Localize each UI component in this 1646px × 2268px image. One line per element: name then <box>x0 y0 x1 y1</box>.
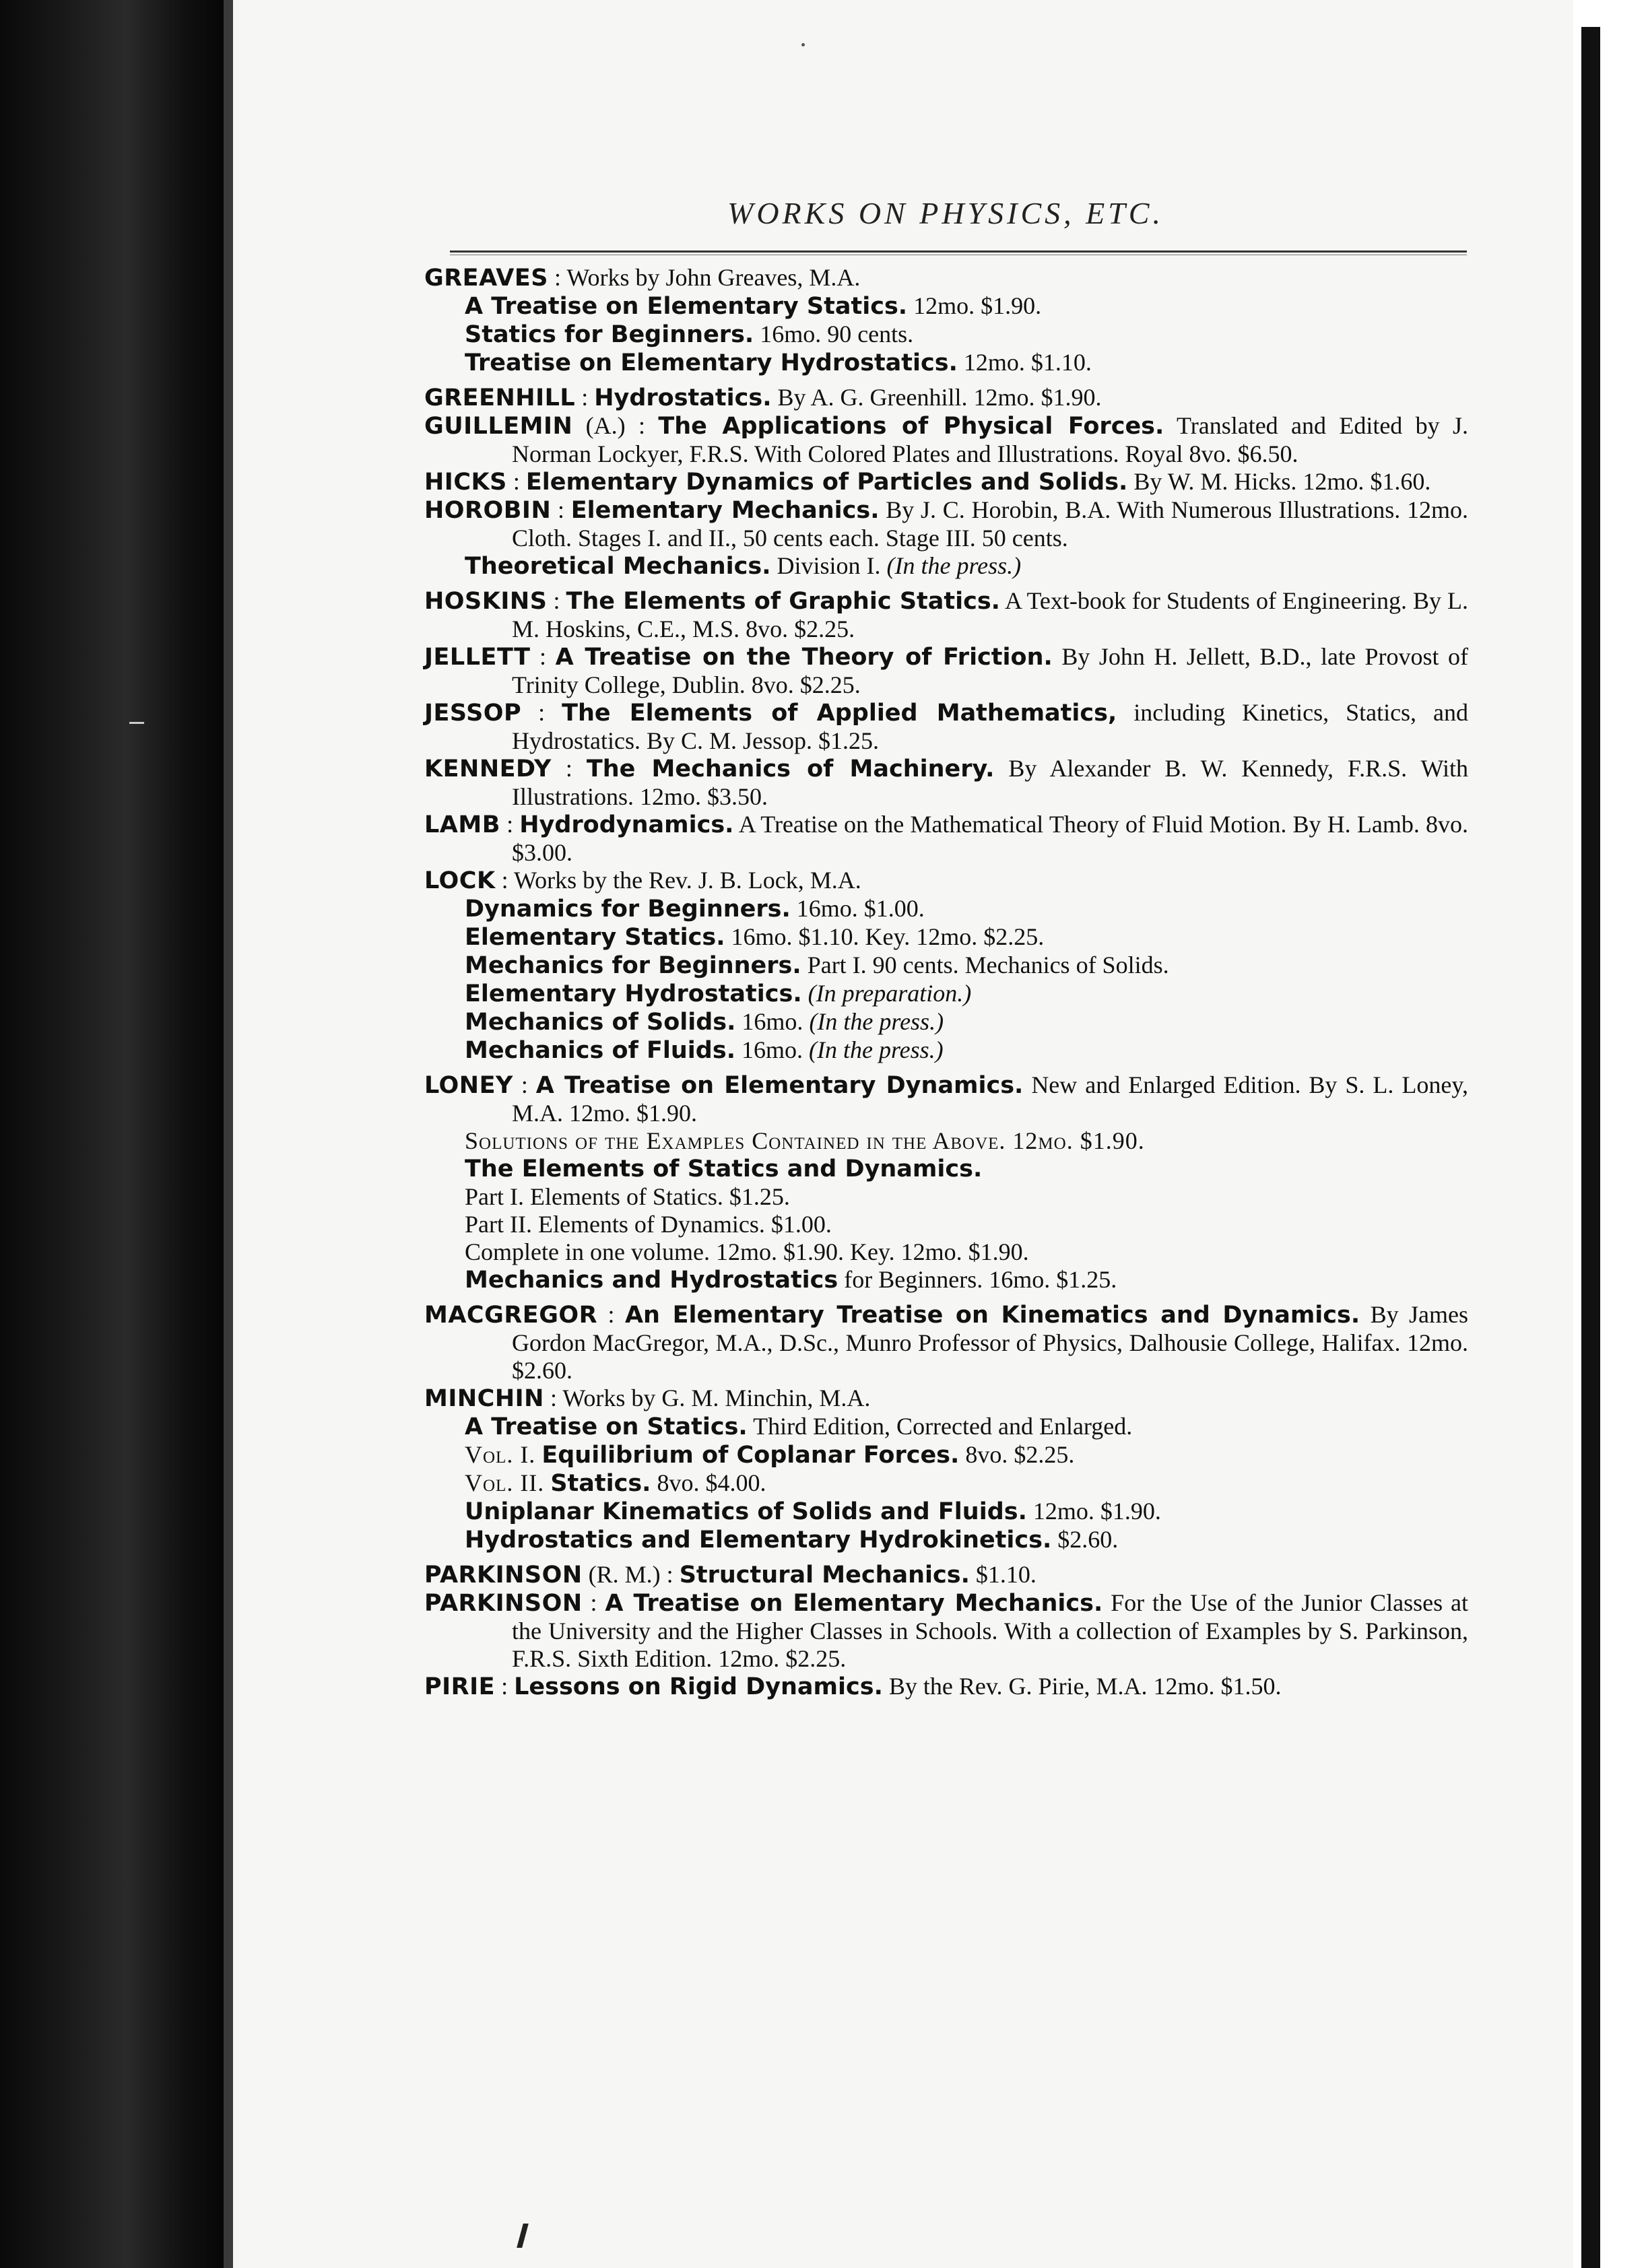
sub-prefix: Vol. II. <box>465 1469 545 1496</box>
catalog-entry: JELLETT : A Treatise on the Theory of Friction. By John H. Jellett, B.D., late Provost of Trinity College, Dublin. 8vo. $2.25. <box>424 643 1468 698</box>
sub-rest: 8vo. $4.00. <box>657 1469 766 1496</box>
entry-title: Hydrodynamics. <box>519 811 734 838</box>
sub-rest: $2.60. <box>1057 1526 1119 1553</box>
entry-rest: By the Rev. G. Pirie, M.A. 12mo. $1.50. <box>888 1673 1282 1700</box>
catalog-entry: HOSKINS : The Elements of Graphic Statics. A Text-book for Students of Engineering. By L. M. Hoskins, C.E., M.S. 8vo. $2.25. <box>424 587 1469 642</box>
sub-title: Elementary Hydrostatics. <box>465 980 802 1007</box>
sub-rest: 16mo. $1.10. Key. 12mo. $2.25. <box>731 923 1045 950</box>
entry-author: HICKS <box>424 469 507 496</box>
catalog-entry: MINCHIN : Works by G. M. Minchin, M.A. A Treatise on Statics. Third Edition, Corrected and Enlarged. Vol. I. Equilibrium of Coplanar Forces. 8vo. $2.25. Vol. II. Statics. 8vo. $4.00. Uniplanar Kinematics of Solids and Fluids. 12mo. $1.90. Hydrostatics and Elementary Hydrokinetics. $2.60. <box>424 1385 1161 1554</box>
speck-mark <box>801 43 805 46</box>
left-page-edge <box>224 0 233 2268</box>
sub-rest: 16mo. <box>742 1008 803 1035</box>
catalog-entry: LAMB : Hydrodynamics. A Treatise on the Mathematical Theory of Fluid Motion. By H. Lamb. 8vo. $3.00. <box>424 811 1469 866</box>
sub-rest: for Beginners. 16mo. $1.25. <box>844 1266 1117 1293</box>
sub-title: Treatise on Elementary Hydrostatics. <box>465 349 958 376</box>
entry-author: HOSKINS <box>424 588 548 615</box>
entry-author: KENNEDY <box>424 756 552 782</box>
catalog-entry: MACGREGOR : An Elementary Treatise on Kinematics and Dynamics. By James Gordon MacGregor, M.A., D.Sc., Munro Professor of Physics, Dalhousie College, Halifax. 12mo. $2.60. <box>424 1301 1468 1384</box>
entry-rest: By John H. Jellett, B.D., late Provost of Trinity College, Dublin. 8vo. $2.25. <box>512 643 1468 698</box>
entry-author-note: (R. M.) <box>588 1561 661 1588</box>
catalog-entry: HOROBIN : Elementary Mechanics. By J. C. Horobin, B.A. With Numerous Illustrations. 12mo. Cloth. Stages I. and II., 50 cents each. Stage III. 50 cents. Theoretical Mechanics. Division I. (In the press.) <box>424 496 1468 580</box>
entry-author: JESSOP <box>424 700 522 727</box>
sub-title: Hydrostatics and Elementary Hydrokinetics. <box>465 1527 1052 1554</box>
sub-rest: Third Edition, Corrected and Enlarged. <box>753 1413 1133 1440</box>
sub-rest: Part I. 90 cents. Mechanics of Solids. <box>807 952 1169 978</box>
entry-rest: By James Gordon MacGregor, M.A., D.Sc., Munro Professor of Physics, Dalhousie College, Halifax. 12mo. $2.60. <box>512 1301 1468 1384</box>
sub-line: Part II. Elements of Dynamics. $1.00. <box>465 1211 832 1238</box>
entry-rest: $1.10. <box>975 1561 1036 1588</box>
sub-rest: 16mo. <box>742 1036 803 1063</box>
catalog-entry: PARKINSON (R. M.) : Structural Mechanics. $1.10. <box>424 1561 1036 1589</box>
entry-rest: By W. M. Hicks. 12mo. $1.60. <box>1133 468 1431 495</box>
sub-title: A Treatise on Statics. <box>465 1413 748 1440</box>
entry-title: Structural Mechanics. <box>679 1562 970 1589</box>
entry-rest: A Treatise on the Mathematical Theory of Fluid Motion. By H. Lamb. 8vo. $3.00. <box>512 811 1469 866</box>
entry-author: PARKINSON <box>424 1562 583 1589</box>
entry-title: Elementary Dynamics of Particles and Solids. <box>525 469 1128 496</box>
sub-line: Complete in one volume. 12mo. $1.90. Key. 12mo. $1.90. <box>465 1238 1029 1265</box>
margin-tick-mark <box>129 722 144 724</box>
entry-line: Works by the Rev. J. B. Lock, M.A. <box>513 867 861 894</box>
catalog-entry: GREENHILL : Hydrostatics. By A. G. Greenhill. 12mo. $1.90. <box>424 384 1102 411</box>
entry-line: Works by John Greaves, M.A. <box>566 264 861 291</box>
entry-title: An Elementary Treatise on Kinematics and Dynamics. <box>624 1302 1360 1329</box>
entry-rest: New and Enlarged Edition. By S. L. Loney, M.A. 12mo. $1.90. <box>512 1071 1468 1127</box>
sub-title: Statics for Beginners. <box>465 321 754 348</box>
entry-author: PIRIE <box>424 1673 496 1700</box>
sub-status: (In the press.) <box>886 552 1022 579</box>
entry-title: The Mechanics of Machinery. <box>586 756 995 782</box>
entry-rest: Translated and Edited by J. Norman Lockyer, F.R.S. With Colored Plates and Illustrations. Royal 8vo. $6.50. <box>512 412 1468 467</box>
catalog-entry: PARKINSON : A Treatise on Elementary Mechanics. For the Use of the Junior Classes at the University and the Higher Classes in Schools. With a collection of Examples by S. Parkinson, F.R.S. Sixth Edition. 12mo. $2.25. <box>424 1589 1468 1672</box>
sub-title: Equilibrium of Coplanar Forces. <box>541 1442 960 1469</box>
entry-title: The Elements of Graphic Statics. <box>566 588 1000 615</box>
catalog-entry: LONEY : A Treatise on Elementary Dynamics. New and Enlarged Edition. By S. L. Loney, M.A. 12mo. $1.90. Solutions of the Examples Contained in the Above. 12mo. $1.90. The Elements of Statics and Dynamics. Part I. Elements of Statics. $1.25. Part II. Elements of Dynamics. $1.00. Complete in one volume. 12mo. $1.90. Key. 12mo. $1.90. Mechanics and Hydrostatics for Beginners. 16mo. $1.25. <box>424 1071 1468 1294</box>
entry-rest: By J. C. Horobin, B.A. With Numerous Illustrations. 12mo. Cloth. Stages I. and II., 50 cents each. Stage III. 50 cents. <box>512 496 1468 552</box>
left-binding-shadow <box>0 0 229 2268</box>
entry-rest: including Kinetics, Statics, and Hydrostatics. By C. M. Jessop. $1.25. <box>512 699 1468 754</box>
entry-title: Hydrostatics. <box>594 385 772 411</box>
sub-rest: 12mo. $1.90. <box>913 292 1042 319</box>
sub-title: Elementary Statics. <box>465 924 725 951</box>
entry-author: MINCHIN <box>424 1385 544 1412</box>
entry-rest: For the Use of the Junior Classes at the University and the Higher Classes in Schools. With a collection of Examples by S. Parkinson, F.R.S. Sixth Edition. 12mo. $2.25. <box>512 1589 1468 1672</box>
sub-rest: 12mo. $1.10. <box>963 349 1092 376</box>
sub-title: Mechanics of Solids. <box>465 1009 736 1036</box>
entry-title: Lessons on Rigid Dynamics. <box>514 1673 883 1700</box>
entry-author: LAMB <box>424 811 500 838</box>
sub-title: Mechanics and Hydrostatics <box>465 1267 838 1294</box>
entry-title: A Treatise on Elementary Mechanics. <box>605 1590 1103 1617</box>
entry-title: Elementary Mechanics. <box>570 497 880 524</box>
running-head: WORKS ON PHYSICS, ETC. <box>727 196 1164 230</box>
catalog-entry: GUILLEMIN (A.) : The Applications of Physical Forces. Translated and Edited by J. Norman Lockyer, F.R.S. With Colored Plates and Illustrations. Royal 8vo. $6.50. <box>424 412 1468 467</box>
sub-status: (In the press.) <box>809 1036 944 1063</box>
sub-status: (In the press.) <box>809 1008 944 1035</box>
right-page-edge <box>1581 27 1600 2268</box>
entry-author: GREAVES <box>424 265 549 292</box>
entry-author: GUILLEMIN <box>424 413 573 440</box>
sub-status: (In preparation.) <box>808 980 972 1007</box>
sub-title: Mechanics of Fluids. <box>465 1037 735 1064</box>
catalog-entry: GREAVES : Works by John Greaves, M.A. A Treatise on Elementary Statics. 12mo. $1.90. Statics for Beginners. 16mo. 90 cents. Treatise on Elementary Hydrostatics. 12mo. $1.10. <box>424 264 1092 376</box>
sub-line: Part I. Elements of Statics. $1.25. <box>465 1183 790 1210</box>
sub-rest: 16mo. $1.00. <box>796 895 925 922</box>
entry-rest: By Alexander B. W. Kennedy, F.R.S. With Illustrations. 12mo. $3.50. <box>512 755 1468 810</box>
entry-author: LONEY <box>424 1072 513 1099</box>
entry-rest: A Text-book for Students of Engineering. By L. M. Hoskins, C.E., M.S. 8vo. $2.25. <box>512 587 1469 642</box>
sub-title: Uniplanar Kinematics of Solids and Fluids. <box>465 1498 1027 1525</box>
sub-rest: 16mo. 90 cents. <box>760 321 914 347</box>
catalog-entry: LOCK : Works by the Rev. J. B. Lock, M.A. Dynamics for Beginners. 16mo. $1.00. Elementary Statics. 16mo. $1.10. Key. 12mo. $2.25. Mechanics for Beginners. Part I. 90 cents. Mechanics of Solids. Elementary Hydrostatics. (In preparation.) Mechanics of Solids. 16mo. (In the press.) Mechanics of Fluids. 16mo. (In the press.) <box>424 867 1169 1064</box>
sub-rest: Division I. <box>777 552 881 579</box>
entry-title: The Elements of Applied Mathematics, <box>562 700 1117 727</box>
entry-author: PARKINSON <box>424 1590 583 1617</box>
sub-title: Mechanics for Beginners. <box>465 952 801 979</box>
entry-title: A Treatise on the Theory of Friction. <box>555 644 1053 671</box>
sub-title: Statics. <box>550 1470 651 1497</box>
entry-author: HOROBIN <box>424 497 552 524</box>
catalog-entry: HICKS : Elementary Dynamics of Particles and Solids. By W. M. Hicks. 12mo. $1.60. <box>424 468 1431 496</box>
catalog-list <box>424 264 1468 1701</box>
entry-author: GREENHILL <box>424 385 576 411</box>
sub-title: The Elements of Statics and Dynamics. <box>465 1156 983 1182</box>
catalog-entry: PIRIE : Lessons on Rigid Dynamics. By the Rev. G. Pirie, M.A. 12mo. $1.50. <box>424 1673 1282 1700</box>
sub-title: A Treatise on Elementary Statics. <box>465 293 908 320</box>
sub-rest: 12mo. $1.90. <box>1032 1498 1161 1525</box>
sub-title: Dynamics for Beginners. <box>465 896 791 923</box>
sub-line: Solutions of the Examples Contained in the Above. 12mo. $1.90. <box>465 1127 1145 1154</box>
sub-rest: 8vo. $2.25. <box>965 1441 1075 1468</box>
entry-author: JELLETT <box>424 644 531 671</box>
catalog-entry: KENNEDY : The Mechanics of Machinery. By Alexander B. W. Kennedy, F.R.S. With Illustrations. 12mo. $3.50. <box>424 755 1468 810</box>
entry-author: MACGREGOR <box>424 1302 598 1329</box>
entry-rest: By A. G. Greenhill. 12mo. $1.90. <box>777 384 1102 411</box>
entry-author: LOCK <box>424 867 496 894</box>
entry-title: The Applications of Physical Forces. <box>658 413 1164 440</box>
sub-prefix: Vol. I. <box>465 1441 536 1468</box>
entry-title: A Treatise on Elementary Dynamics. <box>535 1072 1024 1099</box>
sub-title: Theoretical Mechanics. <box>465 553 771 580</box>
header-rule <box>450 251 1467 253</box>
entry-line: Works by G. M. Minchin, M.A. <box>562 1385 871 1411</box>
entry-author-note: (A.) <box>585 412 626 439</box>
catalog-entry: JESSOP : The Elements of Applied Mathematics, including Kinetics, Statics, and Hydrostatics. By C. M. Jessop. $1.25. <box>424 699 1468 754</box>
